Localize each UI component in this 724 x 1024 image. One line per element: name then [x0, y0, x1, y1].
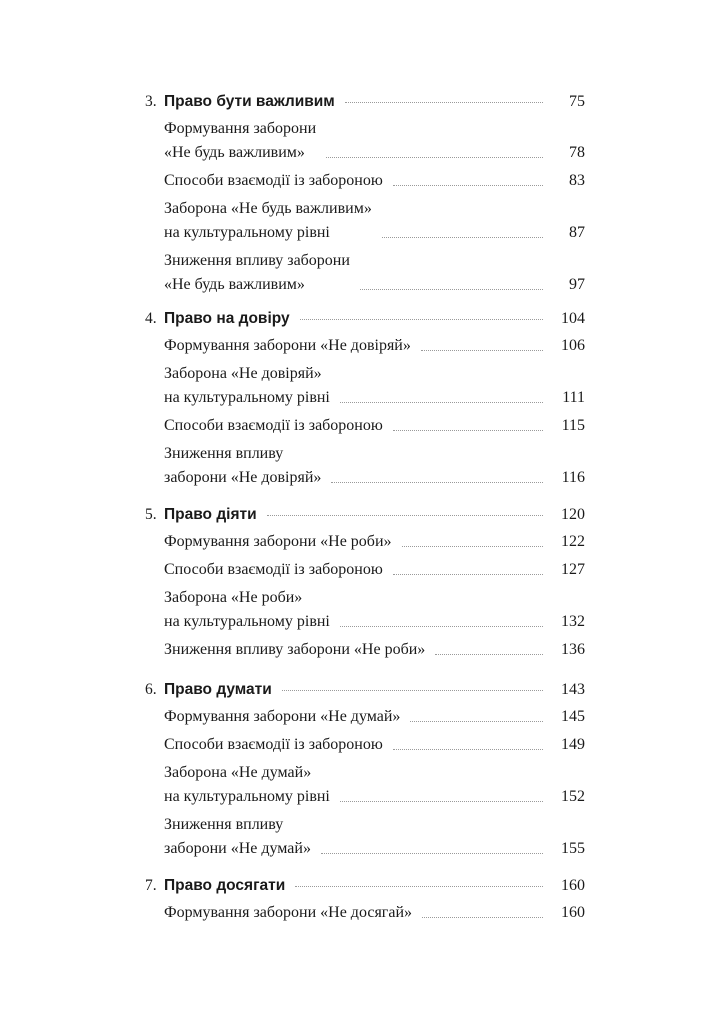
toc-subentry[interactable]	[164, 249, 585, 297]
chapter-title: Право на довіру	[164, 310, 290, 327]
dot-leader	[435, 654, 543, 655]
toc-chapter	[145, 92, 585, 297]
subentry-title: Заборона «Не будь важливим» на культуральному рівні	[164, 200, 372, 241]
toc-chapter	[145, 505, 585, 662]
chapter-heading[interactable]	[145, 505, 585, 525]
subentry-page-number: 115	[561, 417, 585, 434]
subentry-title: Зниження впливу заборони «Не думай»	[164, 816, 311, 857]
toc-subentry[interactable]	[164, 813, 585, 861]
subentry-page-number: 155	[561, 840, 585, 857]
subentry-page-number: 116	[561, 469, 585, 486]
chapter-page-number: 104	[561, 310, 585, 327]
toc-subentry[interactable]	[164, 705, 585, 729]
toc-subentry[interactable]	[164, 442, 585, 490]
chapter-number: 6.	[145, 681, 157, 698]
subentry-page-number: 122	[561, 533, 585, 550]
toc-subentry[interactable]	[164, 901, 585, 925]
toc-chapter	[145, 876, 585, 925]
subentry-title: Формування заборони «Не досягай»	[164, 904, 413, 921]
toc-chapter	[145, 680, 585, 861]
dot-leader	[340, 402, 543, 403]
chapter-title: Право досягати	[164, 877, 286, 894]
toc-chapter	[145, 309, 585, 490]
subentry-title: Зниження впливу заборони «Не довіряй»	[164, 445, 322, 486]
chapter-heading[interactable]	[145, 92, 585, 112]
toc-subentry[interactable]	[164, 638, 585, 662]
dot-leader	[402, 546, 544, 547]
dot-leader	[295, 886, 543, 887]
toc-subentry[interactable]	[164, 414, 585, 438]
dot-leader	[393, 574, 543, 575]
subentry-title: Зниження впливу заборони «Не будь важливим»	[164, 252, 350, 293]
chapter-page-number: 160	[561, 877, 585, 894]
subentry-title: Способи взаємодії із забороною	[164, 172, 383, 189]
dot-leader	[321, 853, 543, 854]
subentry-page-number: 160	[561, 904, 585, 921]
subentry-title: Формування заборони «Не роби»	[164, 533, 392, 550]
toc-subentry[interactable]	[164, 530, 585, 554]
dot-leader	[382, 237, 543, 238]
subentry-page-number: 83	[569, 172, 585, 189]
chapter-title: Право бути важливим	[164, 93, 335, 110]
toc-subentry[interactable]	[164, 334, 585, 358]
dot-leader	[393, 430, 543, 431]
dot-leader	[326, 157, 543, 158]
chapter-heading[interactable]	[145, 680, 585, 700]
dot-leader	[410, 721, 543, 722]
dot-leader	[331, 482, 543, 483]
dot-leader	[267, 515, 543, 516]
subentry-page-number: 132	[561, 613, 585, 630]
dot-leader	[340, 801, 543, 802]
dot-leader	[345, 102, 543, 103]
chapter-number: 7.	[145, 877, 157, 894]
subentry-title: Заборона «Не роби» на культуральному рівні	[164, 589, 330, 630]
dot-leader	[393, 185, 543, 186]
subentry-title: Формування заборони «Не довіряй»	[164, 337, 411, 354]
subentry-title: Способи взаємодії із забороною	[164, 736, 383, 753]
dot-leader	[422, 917, 543, 918]
subentry-page-number: 97	[569, 276, 585, 293]
subentry-page-number: 136	[561, 641, 585, 658]
chapter-number: 5.	[145, 506, 157, 523]
subentry-title: Формування заборони «Не будь важливим»	[164, 120, 317, 161]
toc-subentry[interactable]	[164, 733, 585, 757]
subentry-page-number: 145	[561, 708, 585, 725]
subentry-title: Формування заборони «Не думай»	[164, 708, 401, 725]
subentry-page-number: 111	[562, 389, 585, 406]
subentry-page-number: 78	[569, 144, 585, 161]
toc-subentry[interactable]	[164, 586, 585, 634]
dot-leader	[282, 690, 543, 691]
toc-subentry[interactable]	[164, 558, 585, 582]
toc-subentry[interactable]	[164, 362, 585, 410]
subentry-page-number: 149	[561, 736, 585, 753]
dot-leader	[360, 289, 543, 290]
subentry-title: Заборона «Не довіряй» на культуральному рівні	[164, 365, 330, 406]
toc-subentry[interactable]	[164, 169, 585, 193]
dot-leader	[300, 319, 543, 320]
subentry-title: Зниження впливу заборони «Не роби»	[164, 641, 426, 658]
subentry-page-number: 87	[569, 224, 585, 241]
dot-leader	[340, 626, 543, 627]
chapter-heading[interactable]	[145, 876, 585, 896]
dot-leader	[393, 749, 543, 750]
toc-subentry[interactable]	[164, 117, 585, 165]
chapter-page-number: 120	[561, 506, 585, 523]
chapter-number: 4.	[145, 310, 157, 327]
subentry-page-number: 152	[561, 788, 585, 805]
subentry-title: Способи взаємодії із забороною	[164, 417, 383, 434]
chapter-heading[interactable]	[145, 309, 585, 329]
dot-leader	[421, 350, 543, 351]
chapter-page-number: 75	[569, 93, 585, 110]
chapter-title: Право думати	[164, 681, 272, 698]
toc-subentry[interactable]	[164, 761, 585, 809]
chapter-number: 3.	[145, 93, 157, 110]
subentry-page-number: 106	[561, 337, 585, 354]
chapter-title: Право діяти	[164, 506, 257, 523]
subentry-title: Заборона «Не думай» на культуральному рівні	[164, 764, 330, 805]
chapter-page-number: 143	[561, 681, 585, 698]
toc-subentry[interactable]	[164, 197, 585, 245]
subentry-page-number: 127	[561, 561, 585, 578]
subentry-title: Способи взаємодії із забороною	[164, 561, 383, 578]
